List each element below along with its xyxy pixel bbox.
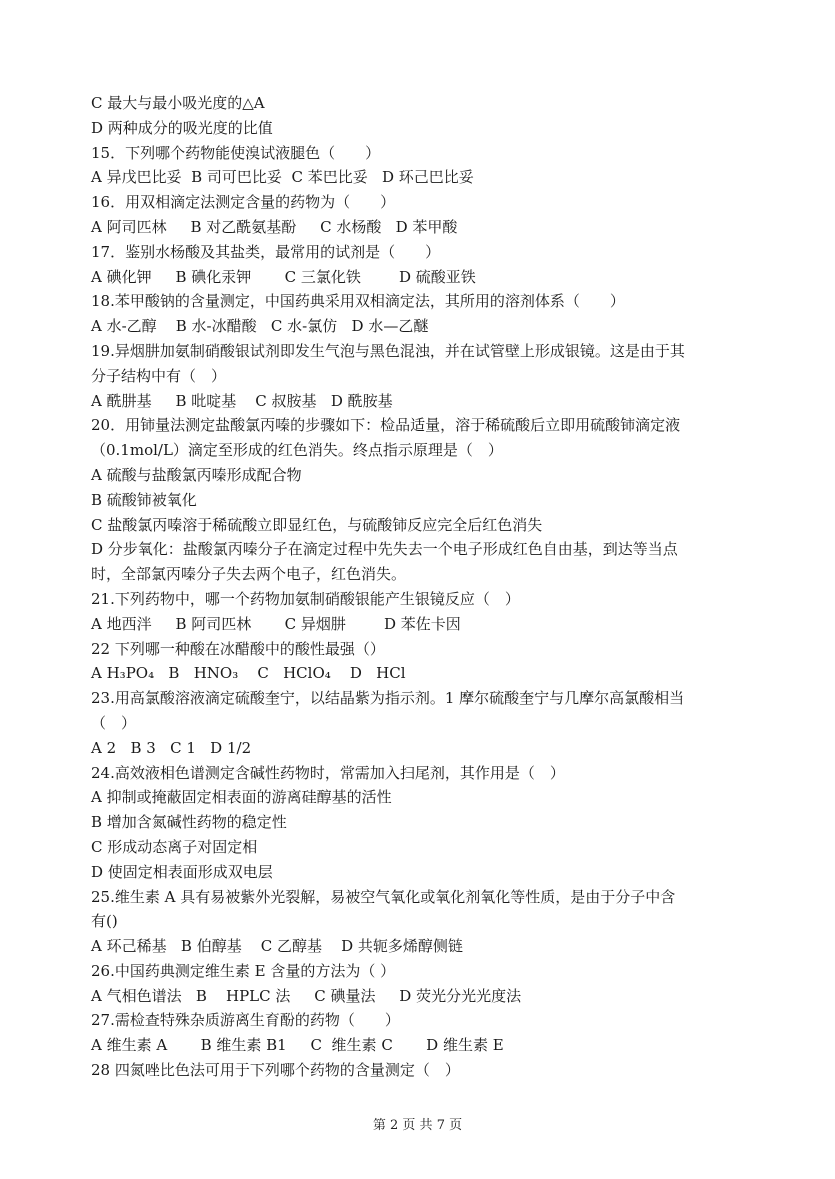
- question-20: 20．用铈量法测定盐酸氯丙嗪的步骤如下：检品适量，溶于稀硫酸后立即用硫酸铈滴定液: [91, 416, 681, 435]
- question-24: 24.高效液相色谱测定含碱性药物时，常需加入扫尾剂，其作用是（ ）: [91, 763, 565, 782]
- question-28: 28 四氮唑比色法可用于下列哪个药物的含量测定（ ）: [91, 1061, 460, 1080]
- option-24d: D 使固定相表面形成双电层: [91, 862, 273, 881]
- options-21: A 地西泮 B 阿司匹林 C 异烟肼 D 苯佐卡因: [91, 614, 461, 633]
- option-24c: C 形成动态离子对固定相: [91, 837, 258, 856]
- text-line: D 两种成分的吸光度的比值: [91, 118, 273, 137]
- question-15: 15．下列哪个药物能使溴试液腿色（ ）: [91, 143, 381, 162]
- question-20-cont: （0.1mol/L）滴定至形成的红色消失。终点指示原理是（ ）: [91, 441, 503, 460]
- text-line: C 最大与最小吸光度的△A: [91, 94, 265, 112]
- option-20b: B 硫酸铈被氧化: [91, 490, 197, 509]
- options-17: A 碘化钾 B 碘化汞钾 C 三氯化铁 D 硫酸亚铁: [91, 267, 476, 286]
- options-15: A 异戊巴比妥 B 司可巴比妥 C 苯巴比妥 D 环己巴比妥: [91, 168, 474, 187]
- options-19: A 酰肼基 B 吡啶基 C 叔胺基 D 酰胺基: [91, 391, 393, 410]
- question-21: 21.下列药物中，哪一个药物加氨制硝酸银能产生银镜反应（ ）: [91, 589, 520, 608]
- question-16: 16．用双相滴定法测定含量的药物为（ ）: [91, 193, 396, 212]
- option-20d: D 分步氧化：盐酸氯丙嗪分子在滴定过程中先失去一个电子形成红色自由基，到达等当点: [91, 540, 678, 559]
- question-18: 18.苯甲酸钠的含量测定，中国药典采用双相滴定法，其所用的溶剂体系（ ）: [91, 292, 625, 311]
- option-24b: B 增加含氮碱性药物的稳定性: [91, 813, 287, 832]
- options-23: A 2 B 3 C 1 D 1/2: [91, 738, 252, 757]
- question-19-cont: 分子结构中有（ ）: [91, 366, 227, 385]
- options-16: A 阿司匹林 B 对乙酰氨基酚 C 水杨酸 D 苯甲酸: [91, 217, 458, 236]
- question-19: 19.异烟肼加氨制硝酸银试剂即发生气泡与黑色混浊，并在试管壁上形成银镜。这是由于其: [91, 341, 685, 360]
- options-22: A H₃PO₄ B HNO₃ C HClO₄ D HCl: [91, 664, 406, 683]
- options-25: A 环己稀基 B 伯醇基 C 乙醇基 D 共轭多烯醇侧链: [91, 937, 463, 956]
- question-27: 27.需检查特殊杂质游离生育酚的药物（ ）: [91, 1011, 400, 1030]
- question-25-cont: 有(): [91, 912, 118, 931]
- question-23-cont: （ ）: [91, 713, 137, 732]
- question-25: 25.维生素 A 具有易被紫外光裂解，易被空气氧化或氧化剂氧化等性质，是由于分子中含: [91, 887, 676, 906]
- option-20a: A 硫酸与盐酸氯丙嗪形成配合物: [91, 465, 302, 484]
- option-24a: A 抑制或掩蔽固定相表面的游离硅醇基的活性: [91, 788, 392, 807]
- question-17: 17．鉴别水杨酸及其盐类，最常用的试剂是（ ）: [91, 242, 441, 261]
- question-22: 22 下列哪一种酸在冰醋酸中的酸性最强（）: [91, 639, 385, 658]
- options-18: A 水-乙醇 B 水-冰醋酸 C 水-氯仿 D 水—乙醚: [91, 317, 429, 336]
- options-26: A 气相色谱法 B HPLC 法 C 碘量法 D 荧光分光光度法: [91, 986, 522, 1005]
- question-list: [91, 91, 756, 1083]
- question-23: 23.用高氯酸溶液滴定硫酸奎宁，以结晶紫为指示剂。1 摩尔硫酸奎宁与几摩尔高氯酸相当: [91, 689, 685, 708]
- option-20c: C 盐酸氯丙嗪溶于稀硫酸立即显红色，与硫酸铈反应完全后红色消失: [91, 515, 543, 534]
- options-27: A 维生素 A B 维生素 B1 C 维生素 C D 维生素 E: [91, 1036, 504, 1055]
- page-footer: 第 2 页 共 7 页: [372, 1118, 463, 1133]
- option-20d-cont: 时，全部氯丙嗪分子失去两个电子，红色消失。: [91, 565, 407, 584]
- question-26: 26.中国药典测定维生素 E 含量的方法为（ ）: [91, 961, 396, 980]
